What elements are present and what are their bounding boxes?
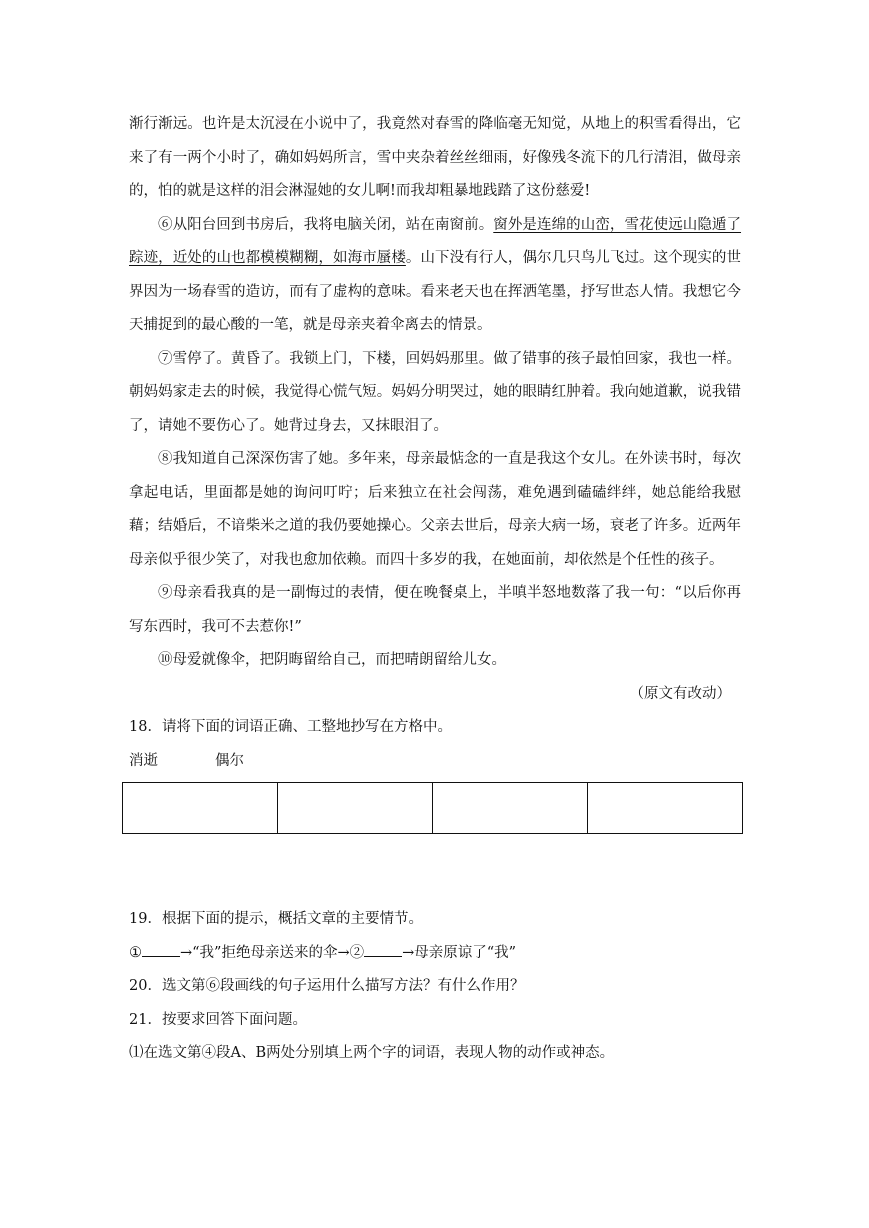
answer-grid-cell[interactable] <box>433 783 588 833</box>
source-note: （原文有改动） <box>629 685 731 702</box>
question-18-words <box>129 745 741 779</box>
answer-grid <box>122 782 743 834</box>
answer-blank-1[interactable] <box>142 942 180 957</box>
paragraph-5-continued: 渐行渐远。也许是太沉浸在小说中了，我竟然对春雪的降临毫无知觉，从地上的积雪看得出，它来了有一两个小时了，确如妈妈所言，雪中夹杂着丝丝细雨，好像残冬流下的几行清泪，做母亲的，怕的就是这样的泪会淋湿她的女儿啊!而我却粗暴地践踏了这份慈爱! <box>129 116 741 199</box>
paragraph-9: ⑨母亲看我真的是一副悔过的表情，便在晚餐桌上，半嗔半怒地数落了我一句：“以后你再写东西时，我可不去惹你!” <box>129 585 741 635</box>
question-18-word-2: 偶尔 <box>215 752 244 769</box>
question-20: 20．选文第⑥段画线的句子运用什么描写方法？有什么作用？ <box>129 978 525 994</box>
paragraph-6-underlined-sentence: 窗外是连绵的山峦，雪花使远山隐遁了踪迹，近处的山也都模模糊糊，如海市蜃楼 <box>129 216 742 266</box>
paragraph-8: ⑧我知道自己深深伤害了她。多年来，母亲最惦念的一直是我这个女儿。在外读书时，每次拿起电话，里面都是她的询问叮咛；后来独立在社会闯荡，难免遇到磕磕绊绊，她总能给我慰藉；结婚后，不谙柴米之道的我仍要她操心。父亲去世后，母亲大病一场，衰老了许多。近两年母亲似乎很少笑了，对我也愈加依赖。而四十多岁的我，在她面前，却依然是个任性的孩子。 <box>129 451 741 568</box>
question-19-prompt-middle: →“我”拒绝母亲送来的伞→② <box>180 944 365 961</box>
document-body <box>129 108 741 1071</box>
paragraph-6-lead: ⑥从阳台回到书房后，我将电脑关闭，站在南窗前。 <box>158 216 494 233</box>
question-18: 18．请将下面的词语正确、工整地抄写在方格中。 <box>129 719 452 735</box>
answer-grid-cell[interactable] <box>278 783 433 833</box>
answer-grid-cell[interactable] <box>588 783 742 833</box>
question-19-prompt <box>129 937 741 971</box>
question-21: 21．按要求回答下面问题。 <box>129 1011 307 1028</box>
spacer <box>129 834 741 903</box>
answer-blank-2[interactable] <box>364 942 402 957</box>
question-21-part-1: ⑴在选文第④段A、B两处分别填上两个字的词语，表现人物的动作或神态。 <box>129 1045 615 1061</box>
question-18-word-1: 消逝 <box>129 752 158 769</box>
paragraph-7: ⑦雪停了。黄昏了。我锁上门，下楼，回妈妈那里。做了错事的孩子最怕回家，我也一样。朝妈妈家走去的时候，我觉得心慌气短。妈妈分明哭过，她的眼睛红肿着。我向她道歉，说我错了，请她不要伤心了。她背过身去，又抹眼泪了。 <box>129 350 741 434</box>
paragraph-6-rest: 。山下没有行人，偶尔几只鸟儿飞过。这个现实的世界因为一场春雪的造访，而有了虚构的意味。看来老天也在挥洒笔墨，抒写世态人情。我想它今天捕捉到的最心酸的一笔，就是母亲夹着伞离去的情景。 <box>129 250 741 333</box>
question-19: 19．根据下面的提示，概括文章的主要情节。 <box>129 911 423 927</box>
paragraph-6 <box>129 209 741 343</box>
question-19-prompt-start: ① <box>129 944 142 961</box>
paragraph-10: ⑩母爱就像伞，把阴晦留给自己，而把晴朗留给儿女。 <box>158 652 506 668</box>
question-19-prompt-end: →母亲原谅了“我” <box>402 944 517 961</box>
answer-grid-cell[interactable] <box>123 783 278 833</box>
